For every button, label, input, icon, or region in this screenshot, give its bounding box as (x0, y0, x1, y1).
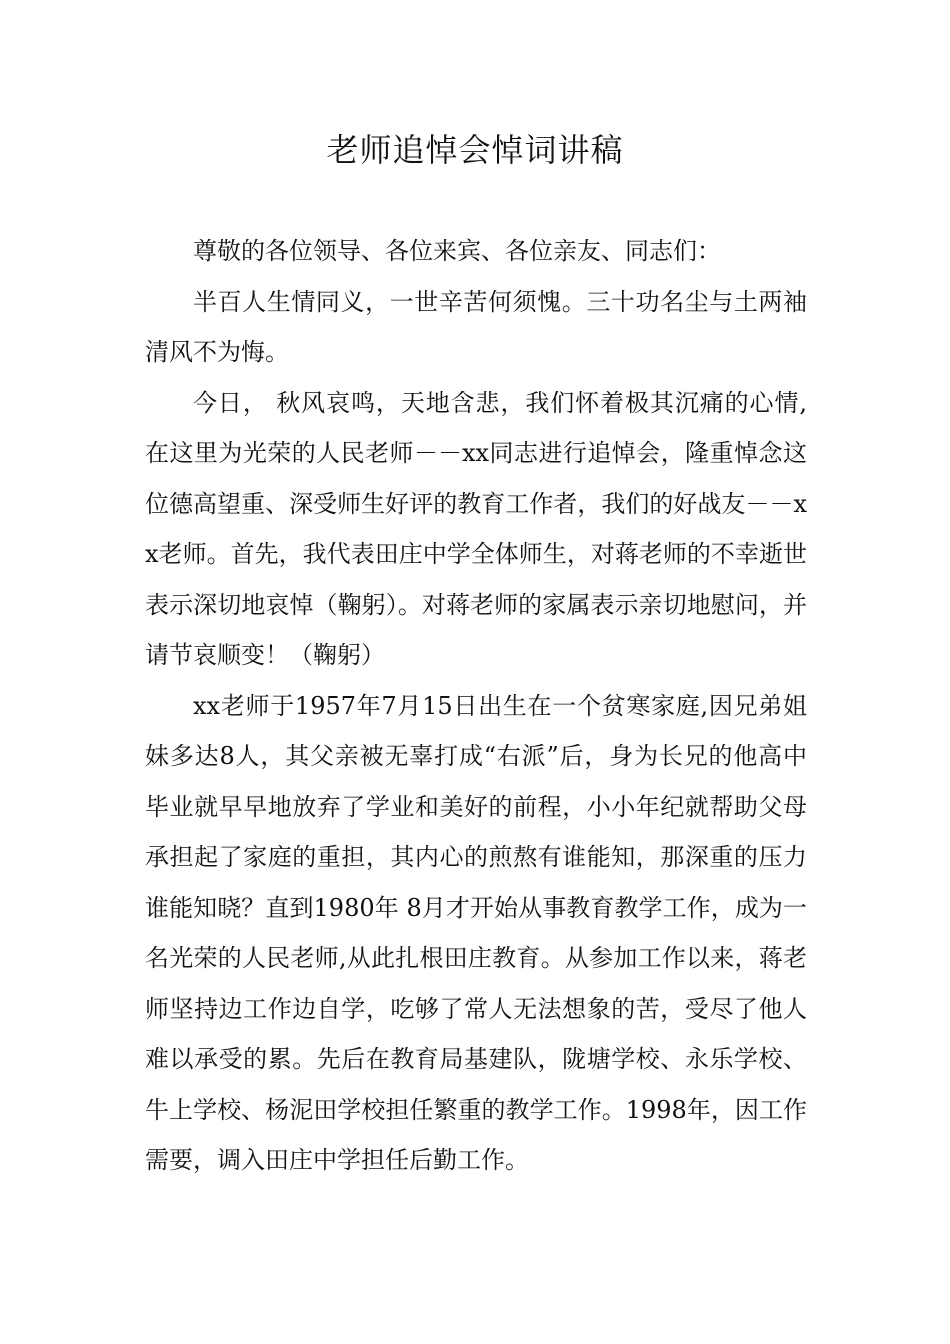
body-paragraph: 半百人生情同义，一世辛苦何须愧。三十功名尘与土两袖清风不为悔。 (145, 287, 807, 366)
salutation-paragraph: 尊敬的各位领导、各位来宾、各位亲友、同志们： (193, 237, 721, 265)
body-paragraph: xx老师于1957年7月15日出生在一个贫寒家庭,因兄弟姐妹多达8人，其父亲被无辜打成“右派”后，身为长兄的他高中毕业就早早地放弃了学业和美好的前程，小小年纪就帮助父母承担起了家庭的重担，其内心的煎熬有谁能知，那深重的压力谁能知晓？直到1980年 8月才开始从事教育教学工作，成为一名光荣的人民老师,从此扎根田庄教育。从参加工作以来，蒋老师坚持边工作边自学，吃够了常人无法想象的苦，受尽了他人难以承受的累。先后在教育局基建队，陇塘学校、永乐学校、牛上学校、杨泥田学校担任繁重的教学工作。1998年，因工作需要，调入田庄中学担任后勤工作。 (145, 691, 807, 1174)
body-paragraph: 今日， 秋风哀鸣，天地含悲，我们怀着极其沉痛的心情,在这里为光荣的人民老师－－xx同志进行追悼会，隆重悼念这位德高望重、深受师生好评的教育工作者，我们的好战友－－xx老师。首先，我代表田庄中学全体师生，对蒋老师的不幸逝世表示深切地哀悼（鞠躬）。对蒋老师的家属表示亲切地慰问，并请节哀顺变！（鞠躬） (145, 388, 807, 669)
document-body (145, 226, 807, 1186)
document-title: 老师追悼会悼词讲稿 (326, 131, 624, 169)
